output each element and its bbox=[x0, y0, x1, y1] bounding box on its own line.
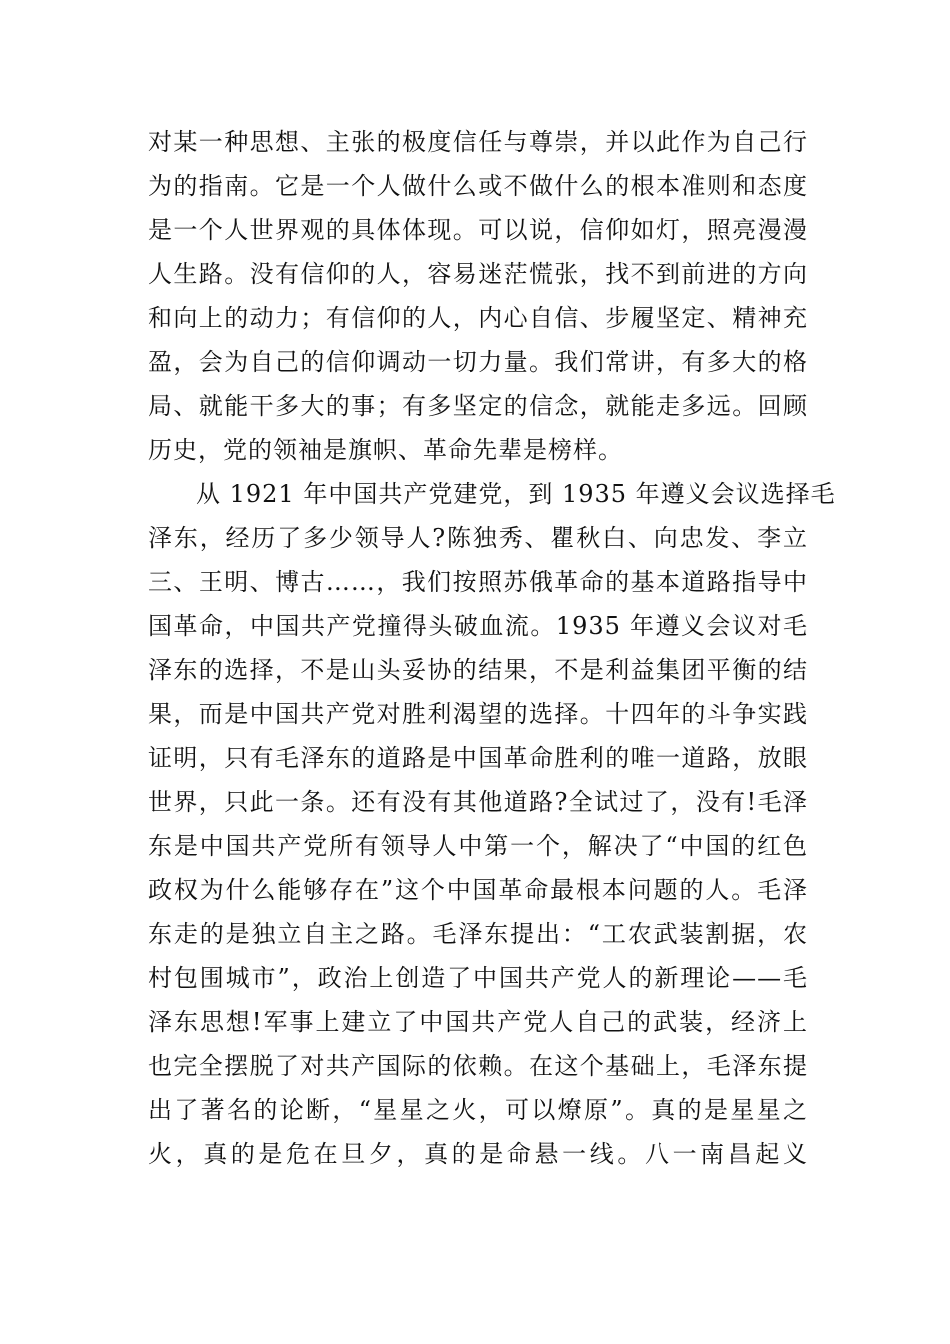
text-line: 东是中国共产党所有领导人中第一个，解决了“中国的红色 bbox=[148, 832, 808, 860]
text-line: 国革命，中国共产党撞得头破血流。1935 年遵义会议对毛 bbox=[148, 612, 808, 640]
paragraph-1 bbox=[148, 120, 808, 472]
text-line: 出了著名的论断，“星星之火，可以燎原”。真的是星星之 bbox=[148, 1096, 808, 1124]
body-text bbox=[148, 120, 836, 1176]
text-line: 也完全摆脱了对共产国际的依赖。在这个基础上，毛泽东提 bbox=[148, 1052, 808, 1080]
paragraph-2 bbox=[148, 472, 836, 1176]
text-line: 和向上的动力；有信仰的人，内心自信、步履坚定、精神充 bbox=[148, 304, 808, 332]
text-line: 历史，党的领袖是旗帜、革命先辈是榜样。 bbox=[148, 436, 623, 464]
text-line: 泽东，经历了多少领导人?陈独秀、瞿秋白、向忠发、李立 bbox=[148, 524, 808, 552]
text-line: 泽东的选择，不是山头妥协的结果，不是利益集团平衡的结 bbox=[148, 656, 808, 684]
text-line: 政权为什么能够存在”这个中国革命最根本问题的人。毛泽 bbox=[148, 876, 808, 904]
text-line: 果，而是中国共产党对胜利渴望的选择。十四年的斗争实践 bbox=[148, 700, 808, 728]
text-line: 人生路。没有信仰的人，容易迷茫慌张，找不到前进的方向 bbox=[148, 260, 808, 288]
text-line: 泽东思想!军事上建立了中国共产党人自己的武装，经济上 bbox=[148, 1008, 808, 1036]
text-line: 局、就能干多大的事；有多坚定的信念，就能走多远。回顾 bbox=[148, 392, 808, 420]
text-line: 三、王明、博古……，我们按照苏俄革命的基本道路指导中 bbox=[148, 568, 808, 596]
text-line: 从 1921 年中国共产党建党，到 1935 年遵义会议选择毛 bbox=[196, 480, 836, 508]
text-line: 是一个人世界观的具体体现。可以说，信仰如灯，照亮漫漫 bbox=[148, 216, 808, 244]
text-line: 世界，只此一条。还有没有其他道路?全试过了，没有!毛泽 bbox=[148, 788, 808, 816]
text-line: 为的指南。它是一个人做什么或不做什么的根本准则和态度 bbox=[148, 172, 808, 200]
text-line: 对某一种思想、主张的极度信任与尊崇，并以此作为自己行 bbox=[148, 128, 808, 156]
text-line: 盈，会为自己的信仰调动一切力量。我们常讲，有多大的格 bbox=[148, 348, 808, 376]
text-line: 证明，只有毛泽东的道路是中国革命胜利的唯一道路，放眼 bbox=[148, 744, 808, 772]
text-line: 村包围城市”，政治上创造了中国共产党人的新理论——毛 bbox=[148, 964, 808, 992]
text-line: 火，真的是危在旦夕，真的是命悬一线。八一南昌起义 bbox=[148, 1140, 808, 1168]
text-line: 东走的是独立自主之路。毛泽东提出：“工农武装割据，农 bbox=[148, 920, 808, 948]
